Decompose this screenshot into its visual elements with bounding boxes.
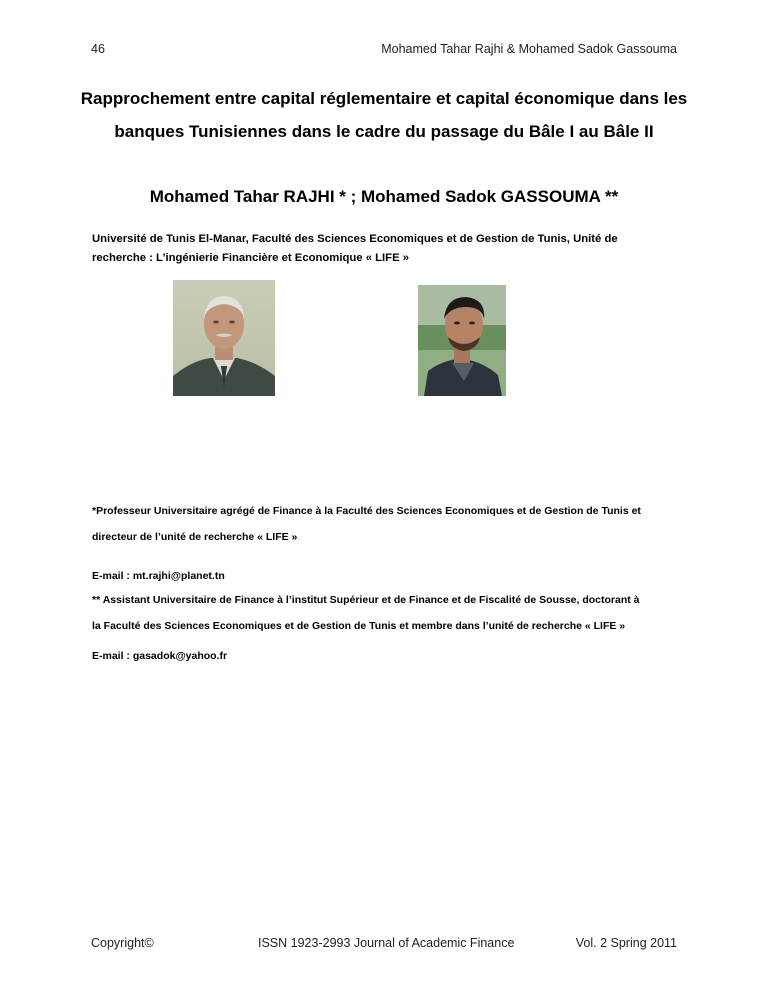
footer-journal: ISSN 1923-2993 Journal of Academic Finance xyxy=(258,936,515,950)
affiliation xyxy=(92,230,678,268)
footer-copyright: Copyright© xyxy=(91,936,154,950)
page-number: 46 xyxy=(91,42,105,56)
author1-note xyxy=(92,498,682,550)
author2-note-line-1: ** Assistant Universitaire de Finance à l’institut Supérieur et de Finance et de Fiscalité de Sousse, doctorant à xyxy=(92,594,640,606)
affiliation-line-1: Université de Tunis El-Manar, Faculté des Sciences Economiques et de Gestion de Tunis, Unité de xyxy=(92,233,618,245)
title-line-1: Rapprochement entre capital réglementaire et capital économique dans les xyxy=(80,89,688,108)
author2-email: E-mail : gasadok@yahoo.fr xyxy=(92,650,228,662)
author1-note-line-1: *Professeur Universitaire agrégé de Finance à la Faculté des Sciences Economiques et de Gestion de Tunis et xyxy=(92,505,641,517)
author1-email: E-mail : mt.rajhi@planet.tn xyxy=(92,570,225,582)
running-title: Mohamed Tahar Rajhi & Mohamed Sadok Gassouma xyxy=(381,42,677,56)
footer-volume: Vol. 2 Spring 2011 xyxy=(575,936,677,950)
author2-note-line-2: la Faculté des Sciences Economiques et de Gestion de Tunis et membre dans l’unité de recherche « LIFE » xyxy=(92,620,626,632)
author-photo-gassouma xyxy=(418,285,506,396)
affiliation-line-2: recherche : L’ingénierie Financière et Economique « LIFE » xyxy=(92,252,410,264)
title-line-2: banques Tunisiennes dans le cadre du passage du Bâle I au Bâle II xyxy=(114,122,654,141)
author2-note xyxy=(92,587,682,639)
paper-title xyxy=(60,82,708,148)
author-photo-rajhi xyxy=(173,280,275,396)
author1-note-line-2: directeur de l’unité de recherche « LIFE » xyxy=(92,531,298,543)
authors: Mohamed Tahar RAJHI * ; Mohamed Sadok GASSOUMA ** xyxy=(149,187,619,206)
